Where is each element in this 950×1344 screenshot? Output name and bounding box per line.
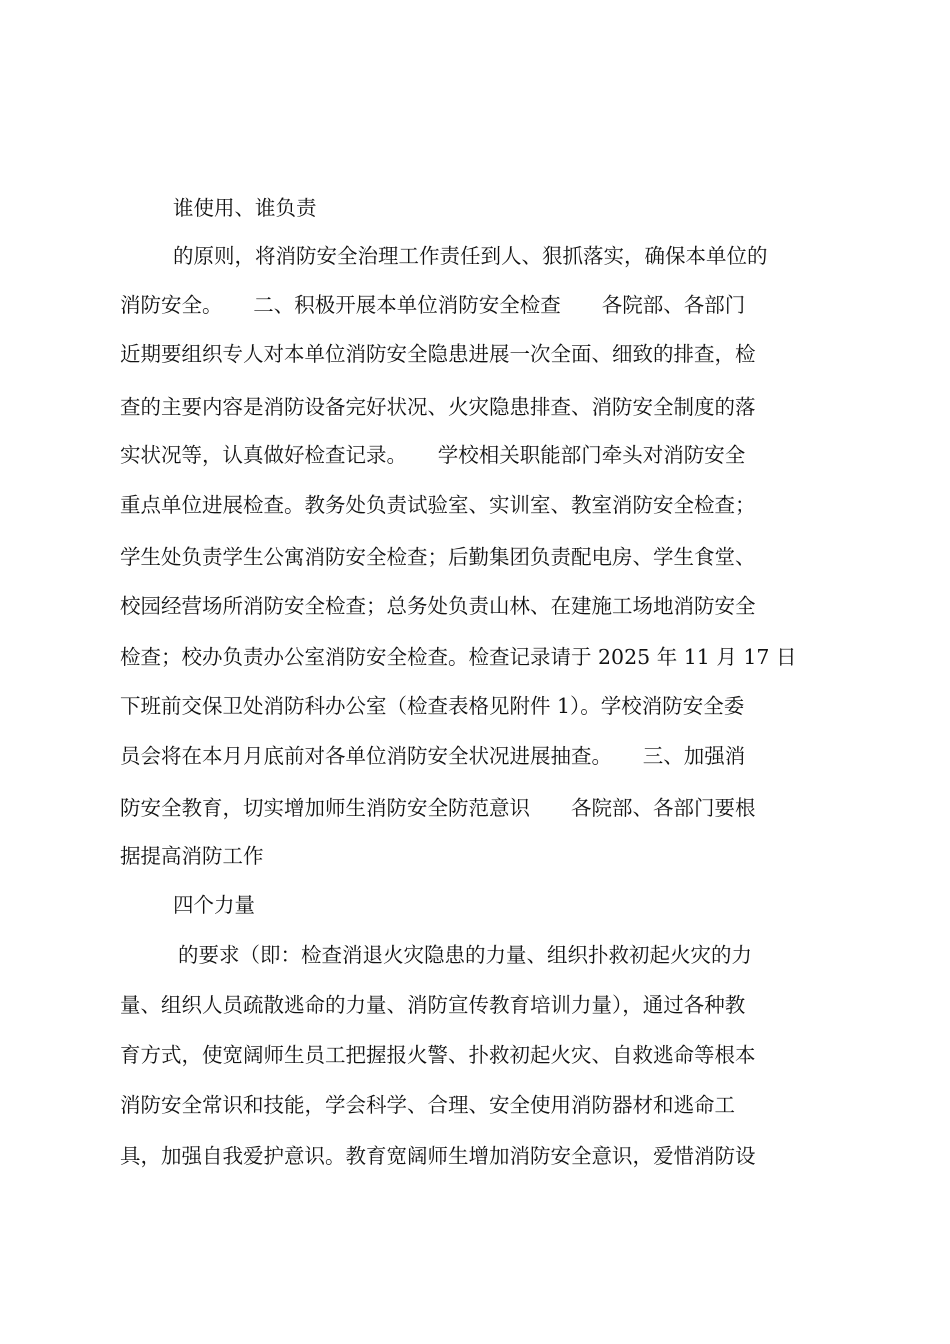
text-line: 实状况等，认真做好检查记录。 学校相关职能部门牵头对消防安全 (120, 443, 746, 467)
text-line: 学生处负责学生公寓消防安全检查；后勤集团负责配电房、学生食堂、 (120, 545, 756, 569)
text-line: 消防安全。 二、积极开展本单位消防安全检查 各院部、各部门 (120, 293, 746, 317)
text-line: 据提高消防工作 (120, 844, 264, 868)
text-line: 员会将在本月月底前对各单位消防安全状况进展抽查。 三、加强消 (120, 744, 746, 768)
text-line: 检查；校办负责办公室消防安全检查。检查记录请于 2025 年 11 月 17 日 (120, 645, 797, 669)
text-line: 四个力量 (173, 893, 255, 917)
text-line: 量、组织人员疏散逃命的力量、消防宣传教育培训力量），通过各种教 (120, 993, 746, 1017)
text-line: 校园经营场所消防安全检查；总务处负责山林、在建施工场地消防安全 (120, 594, 756, 618)
text-line: 的要求（即：检查消退火灾隐患的力量、组织扑救初起火灾的力 (178, 943, 752, 967)
text-line: 谁使用、谁负责 (173, 196, 317, 220)
text-line: 重点单位进展检查。教务处负责试验室、实训室、教室消防安全检查； (120, 493, 756, 517)
text-line: 下班前交保卫处消防科办公室（检查表格见附件 1）。学校消防安全委 (120, 694, 745, 718)
text-line: 的原则，将消防安全治理工作责任到人、狠抓落实，确保本单位的 (173, 244, 768, 268)
text-line: 查的主要内容是消防设备完好状况、火灾隐患排查、消防安全制度的落 (120, 395, 756, 419)
text-line: 近期要组织专人对本单位消防安全隐患进展一次全面、细致的排查，检 (120, 342, 756, 366)
text-line: 防安全教育，切实增加师生消防安全防范意识 各院部、各部门要根 (120, 796, 756, 820)
text-line: 具，加强自我爱护意识。教育宽阔师生增加消防安全意识，爱惜消防设 (120, 1144, 756, 1168)
text-line: 消防安全常识和技能，学会科学、合理、安全使用消防器材和逃命工 (120, 1093, 735, 1117)
text-line: 育方式，使宽阔师生员工把握报火警、扑救初起火灾、自救逃命等根本 (120, 1043, 756, 1067)
